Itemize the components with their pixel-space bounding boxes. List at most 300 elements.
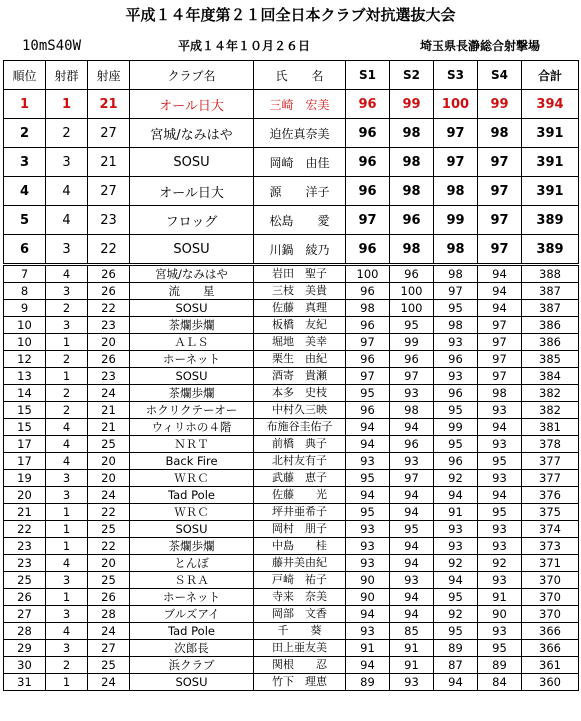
table-row	[4, 177, 579, 206]
cell-club: オール日大	[130, 177, 254, 206]
cell-rank: 27	[4, 606, 46, 623]
cell-s2: 99	[390, 334, 434, 351]
cell-s1: 96	[346, 351, 390, 368]
cell-name: 佐藤 光	[254, 487, 346, 504]
table-row	[4, 385, 579, 402]
cell-rank: 15	[4, 402, 46, 419]
cell-group: 4	[46, 177, 88, 206]
cell-group: 3	[46, 470, 88, 487]
cell-group: 3	[46, 148, 88, 177]
cell-group: 1	[46, 674, 88, 691]
cell-s1: 94	[346, 657, 390, 674]
cell-name: 田上亜友美	[254, 640, 346, 657]
cell-s1: 94	[346, 487, 390, 504]
cell-total: 377	[522, 470, 579, 487]
cell-group: 2	[46, 119, 88, 148]
cell-s3: 95	[434, 300, 478, 317]
cell-s4: 89	[478, 657, 522, 674]
cell-group: 2	[46, 300, 88, 317]
cell-club: 宮城/なみはや	[130, 119, 254, 148]
cell-lane: 24	[88, 674, 130, 691]
cell-s1: 96	[346, 235, 390, 265]
subheader	[0, 36, 581, 56]
cell-rank: 20	[4, 487, 46, 504]
cell-rank: 31	[4, 674, 46, 691]
cell-total: 370	[522, 589, 579, 606]
cell-name: 迫佐真奈美	[254, 119, 346, 148]
cell-rank: 8	[4, 283, 46, 300]
cell-s4: 84	[478, 674, 522, 691]
table-row	[4, 521, 579, 538]
cell-total: 386	[522, 317, 579, 334]
table-row	[4, 368, 579, 385]
table-row	[4, 623, 579, 640]
cell-name: 三枝 美貴	[254, 283, 346, 300]
cell-s4: 93	[478, 623, 522, 640]
cell-rank: 6	[4, 235, 46, 265]
table-row	[4, 206, 579, 235]
cell-s4: 93	[478, 538, 522, 555]
cell-lane: 20	[88, 470, 130, 487]
cell-s2: 93	[390, 385, 434, 402]
table-row	[4, 606, 579, 623]
cell-group: 1	[46, 521, 88, 538]
cell-total: 391	[522, 119, 579, 148]
cell-s1: 96	[346, 317, 390, 334]
cell-rank: 23	[4, 538, 46, 555]
table-row	[4, 470, 579, 487]
cell-s1: 94	[346, 436, 390, 453]
col-total-header: 合計	[522, 61, 579, 90]
cell-lane: 25	[88, 521, 130, 538]
cell-s4: 94	[478, 300, 522, 317]
event-venue: 埼玉県長瀞総合射撃場	[420, 39, 541, 53]
cell-total: 391	[522, 148, 579, 177]
cell-lane: 27	[88, 177, 130, 206]
cell-club: SOSU	[130, 368, 254, 385]
cell-name: 岡崎 由佳	[254, 148, 346, 177]
cell-rank: 17	[4, 453, 46, 470]
cell-total: 375	[522, 504, 579, 521]
cell-group: 4	[46, 436, 88, 453]
cell-s4: 97	[478, 334, 522, 351]
cell-s1: 95	[346, 385, 390, 402]
cell-s4: 95	[478, 504, 522, 521]
cell-group: 4	[46, 206, 88, 235]
cell-name: 藤井美由紀	[254, 555, 346, 572]
cell-s4: 99	[478, 90, 522, 119]
cell-s1: 96	[346, 119, 390, 148]
cell-club: フロッグ	[130, 206, 254, 235]
cell-total: 391	[522, 177, 579, 206]
cell-club: SOSU	[130, 521, 254, 538]
cell-s3: 93	[434, 334, 478, 351]
cell-s2: 100	[390, 300, 434, 317]
cell-rank: 23	[4, 555, 46, 572]
cell-s3: 99	[434, 206, 478, 235]
table-row	[4, 119, 579, 148]
cell-name: 千 葵	[254, 623, 346, 640]
cell-rank: 4	[4, 177, 46, 206]
table-row	[4, 572, 579, 589]
cell-s4: 93	[478, 402, 522, 419]
cell-group: 3	[46, 572, 88, 589]
cell-s3: 98	[434, 317, 478, 334]
cell-lane: 25	[88, 657, 130, 674]
cell-s1: 94	[346, 606, 390, 623]
cell-total: 370	[522, 572, 579, 589]
table-row	[4, 317, 579, 334]
cell-lane: 23	[88, 206, 130, 235]
cell-rank: 21	[4, 504, 46, 521]
cell-s1: 97	[346, 334, 390, 351]
cell-s2: 100	[390, 283, 434, 300]
cell-total: 370	[522, 606, 579, 623]
cell-s3: 95	[434, 436, 478, 453]
cell-lane: 26	[88, 265, 130, 283]
cell-lane: 27	[88, 119, 130, 148]
cell-s2: 94	[390, 419, 434, 436]
cell-s4: 98	[478, 119, 522, 148]
cell-group: 2	[46, 385, 88, 402]
col-s4-header: S4	[478, 61, 522, 90]
col-rank-header: 順位	[4, 61, 46, 90]
cell-rank: 10	[4, 317, 46, 334]
cell-total: 382	[522, 402, 579, 419]
cell-name: 三崎 宏美	[254, 90, 346, 119]
cell-club: Tad Pole	[130, 487, 254, 504]
cell-s2: 95	[390, 521, 434, 538]
cell-rank: 28	[4, 623, 46, 640]
cell-club: SOSU	[130, 300, 254, 317]
cell-lane: 23	[88, 317, 130, 334]
cell-name: 中島 桂	[254, 538, 346, 555]
cell-s3: 95	[434, 402, 478, 419]
cell-s3: 96	[434, 453, 478, 470]
cell-s3: 87	[434, 657, 478, 674]
cell-s2: 94	[390, 555, 434, 572]
col-s1-header: S1	[346, 61, 390, 90]
cell-name: 岡村 朋子	[254, 521, 346, 538]
cell-s1: 91	[346, 640, 390, 657]
cell-s3: 94	[434, 572, 478, 589]
cell-club: 宮城/なみはや	[130, 265, 254, 283]
table-row	[4, 640, 579, 657]
cell-s4: 93	[478, 572, 522, 589]
cell-s3: 92	[434, 606, 478, 623]
cell-club: SOSU	[130, 235, 254, 265]
cell-name: 佐藤 真理	[254, 300, 346, 317]
cell-s3: 96	[434, 351, 478, 368]
cell-rank: 13	[4, 368, 46, 385]
cell-name: 坪井亜希子	[254, 504, 346, 521]
table-row	[4, 283, 579, 300]
cell-s3: 94	[434, 674, 478, 691]
cell-club: 茶爛歩爛	[130, 317, 254, 334]
cell-lane: 21	[88, 419, 130, 436]
cell-name: 戸崎 祐子	[254, 572, 346, 589]
cell-club: ＳＲＡ	[130, 572, 254, 589]
cell-name: 岩田 聖子	[254, 265, 346, 283]
cell-s1: 100	[346, 265, 390, 283]
cell-club: 茶爛歩爛	[130, 385, 254, 402]
cell-s3: 98	[434, 177, 478, 206]
table-row	[4, 487, 579, 504]
cell-s1: 98	[346, 300, 390, 317]
cell-club: SOSU	[130, 674, 254, 691]
cell-name: 栗生 由紀	[254, 351, 346, 368]
cell-s2: 98	[390, 148, 434, 177]
cell-s1: 93	[346, 453, 390, 470]
cell-s2: 94	[390, 487, 434, 504]
table-row	[4, 265, 579, 283]
cell-group: 1	[46, 589, 88, 606]
cell-name: 松島 愛	[254, 206, 346, 235]
table-row	[4, 334, 579, 351]
cell-group: 4	[46, 555, 88, 572]
cell-s4: 91	[478, 589, 522, 606]
cell-name: 堀地 美幸	[254, 334, 346, 351]
cell-s3: 98	[434, 265, 478, 283]
cell-club: Back Fire	[130, 453, 254, 470]
cell-s3: 91	[434, 504, 478, 521]
cell-s3: 92	[434, 555, 478, 572]
cell-s3: 95	[434, 589, 478, 606]
cell-s4: 94	[478, 265, 522, 283]
cell-s4: 98	[478, 385, 522, 402]
cell-s1: 97	[346, 368, 390, 385]
cell-group: 1	[46, 90, 88, 119]
cell-s3: 100	[434, 90, 478, 119]
cell-lane: 25	[88, 572, 130, 589]
cell-lane: 21	[88, 402, 130, 419]
cell-s1: 90	[346, 589, 390, 606]
cell-rank: 1	[4, 90, 46, 119]
cell-s4: 92	[478, 555, 522, 572]
results-table	[3, 60, 579, 691]
cell-club: ＡＬＳ	[130, 334, 254, 351]
cell-name: 源 洋子	[254, 177, 346, 206]
cell-total: 377	[522, 453, 579, 470]
cell-name: 竹下 理恵	[254, 674, 346, 691]
cell-group: 2	[46, 657, 88, 674]
cell-name: 酒寄 貴瀬	[254, 368, 346, 385]
cell-s2: 93	[390, 453, 434, 470]
cell-s2: 94	[390, 504, 434, 521]
table-row	[4, 148, 579, 177]
cell-s4: 97	[478, 148, 522, 177]
cell-s3: 99	[434, 419, 478, 436]
cell-s1: 93	[346, 521, 390, 538]
cell-s1: 94	[346, 419, 390, 436]
cell-lane: 24	[88, 623, 130, 640]
cell-s4: 97	[478, 235, 522, 265]
cell-total: 378	[522, 436, 579, 453]
cell-total: 376	[522, 487, 579, 504]
cell-name: 岡部 文香	[254, 606, 346, 623]
cell-s2: 98	[390, 402, 434, 419]
cell-group: 2	[46, 402, 88, 419]
table-row	[4, 538, 579, 555]
cell-rank: 3	[4, 148, 46, 177]
cell-group: 3	[46, 487, 88, 504]
cell-total: 371	[522, 555, 579, 572]
cell-s4: 97	[478, 206, 522, 235]
cell-rank: 5	[4, 206, 46, 235]
cell-s1: 93	[346, 555, 390, 572]
cell-group: 1	[46, 504, 88, 521]
cell-rank: 12	[4, 351, 46, 368]
cell-s2: 96	[390, 436, 434, 453]
cell-s3: 93	[434, 538, 478, 555]
table-row	[4, 436, 579, 453]
cell-lane: 22	[88, 300, 130, 317]
cell-total: 366	[522, 640, 579, 657]
cell-s2: 94	[390, 589, 434, 606]
table-row	[4, 419, 579, 436]
cell-group: 3	[46, 283, 88, 300]
col-s3-header: S3	[434, 61, 478, 90]
cell-lane: 23	[88, 368, 130, 385]
cell-rank: 22	[4, 521, 46, 538]
cell-group: 3	[46, 640, 88, 657]
cell-group: 4	[46, 623, 88, 640]
cell-group: 2	[46, 351, 88, 368]
cell-rank: 17	[4, 436, 46, 453]
cell-s3: 98	[434, 235, 478, 265]
table-row	[4, 674, 579, 691]
cell-name: 川鍋 綾乃	[254, 235, 346, 265]
cell-lane: 26	[88, 589, 130, 606]
cell-s4: 94	[478, 419, 522, 436]
cell-club: とんぼ	[130, 555, 254, 572]
col-name-header: 氏 名	[254, 61, 346, 90]
cell-s4: 97	[478, 368, 522, 385]
cell-s4: 95	[478, 640, 522, 657]
cell-rank: 9	[4, 300, 46, 317]
cell-lane: 26	[88, 283, 130, 300]
cell-lane: 27	[88, 640, 130, 657]
cell-s3: 93	[434, 521, 478, 538]
cell-club: 流 星	[130, 283, 254, 300]
cell-s3: 96	[434, 385, 478, 402]
cell-club: オール日大	[130, 90, 254, 119]
cell-rank: 15	[4, 419, 46, 436]
table-row	[4, 453, 579, 470]
cell-rank: 30	[4, 657, 46, 674]
table-row	[4, 555, 579, 572]
cell-total: 381	[522, 419, 579, 436]
cell-total: 382	[522, 385, 579, 402]
cell-name: 関根 忍	[254, 657, 346, 674]
cell-s3: 95	[434, 623, 478, 640]
cell-name: 本多 史枝	[254, 385, 346, 402]
cell-lane: 20	[88, 555, 130, 572]
table-row	[4, 589, 579, 606]
cell-lane: 26	[88, 351, 130, 368]
cell-s1: 96	[346, 283, 390, 300]
cell-s2: 91	[390, 657, 434, 674]
cell-group: 4	[46, 453, 88, 470]
cell-group: 1	[46, 334, 88, 351]
cell-s3: 97	[434, 283, 478, 300]
cell-lane: 22	[88, 538, 130, 555]
cell-rank: 2	[4, 119, 46, 148]
cell-s1: 90	[346, 572, 390, 589]
cell-total: 360	[522, 674, 579, 691]
cell-s2: 97	[390, 368, 434, 385]
cell-s2: 99	[390, 90, 434, 119]
cell-lane: 21	[88, 148, 130, 177]
cell-total: 389	[522, 235, 579, 265]
cell-s2: 96	[390, 265, 434, 283]
cell-group: 3	[46, 235, 88, 265]
cell-club: 浜クラブ	[130, 657, 254, 674]
cell-s3: 92	[434, 470, 478, 487]
cell-s1: 97	[346, 206, 390, 235]
cell-club: 次郎長	[130, 640, 254, 657]
cell-club: 茶爛歩爛	[130, 538, 254, 555]
cell-club: ウィリホの４階	[130, 419, 254, 436]
cell-s2: 97	[390, 470, 434, 487]
cell-s2: 98	[390, 177, 434, 206]
cell-club: ホーネット	[130, 351, 254, 368]
col-group-header: 射群	[46, 61, 88, 90]
cell-s1: 95	[346, 470, 390, 487]
cell-club: SOSU	[130, 148, 254, 177]
cell-total: 387	[522, 300, 579, 317]
cell-name: 寺来 奈美	[254, 589, 346, 606]
cell-club: Tad Pole	[130, 623, 254, 640]
cell-s4: 97	[478, 351, 522, 368]
cell-s4: 90	[478, 606, 522, 623]
cell-name: 板橋 友紀	[254, 317, 346, 334]
cell-rank: 14	[4, 385, 46, 402]
cell-s2: 96	[390, 351, 434, 368]
cell-s1: 96	[346, 148, 390, 177]
cell-s1: 93	[346, 623, 390, 640]
cell-s2: 98	[390, 235, 434, 265]
cell-total: 384	[522, 368, 579, 385]
cell-club: ＮＲＴ	[130, 436, 254, 453]
cell-total: 394	[522, 90, 579, 119]
cell-s2: 96	[390, 206, 434, 235]
event-date: 平成１４年１０月２６日	[178, 39, 311, 53]
cell-s4: 97	[478, 177, 522, 206]
cell-s1: 95	[346, 504, 390, 521]
cell-group: 1	[46, 538, 88, 555]
cell-s2: 98	[390, 119, 434, 148]
cell-club: ＷＲＣ	[130, 504, 254, 521]
cell-group: 4	[46, 419, 88, 436]
cell-total: 389	[522, 206, 579, 235]
cell-rank: 29	[4, 640, 46, 657]
cell-lane: 25	[88, 436, 130, 453]
table-row	[4, 90, 579, 119]
cell-s2: 94	[390, 538, 434, 555]
cell-rank: 25	[4, 572, 46, 589]
cell-s4: 93	[478, 436, 522, 453]
cell-club: ホーネット	[130, 589, 254, 606]
cell-s3: 89	[434, 640, 478, 657]
cell-s4: 94	[478, 283, 522, 300]
cell-total: 386	[522, 334, 579, 351]
header-row	[4, 61, 579, 90]
table-row	[4, 657, 579, 674]
cell-s4: 93	[478, 470, 522, 487]
cell-lane: 22	[88, 504, 130, 521]
cell-s1: 89	[346, 674, 390, 691]
